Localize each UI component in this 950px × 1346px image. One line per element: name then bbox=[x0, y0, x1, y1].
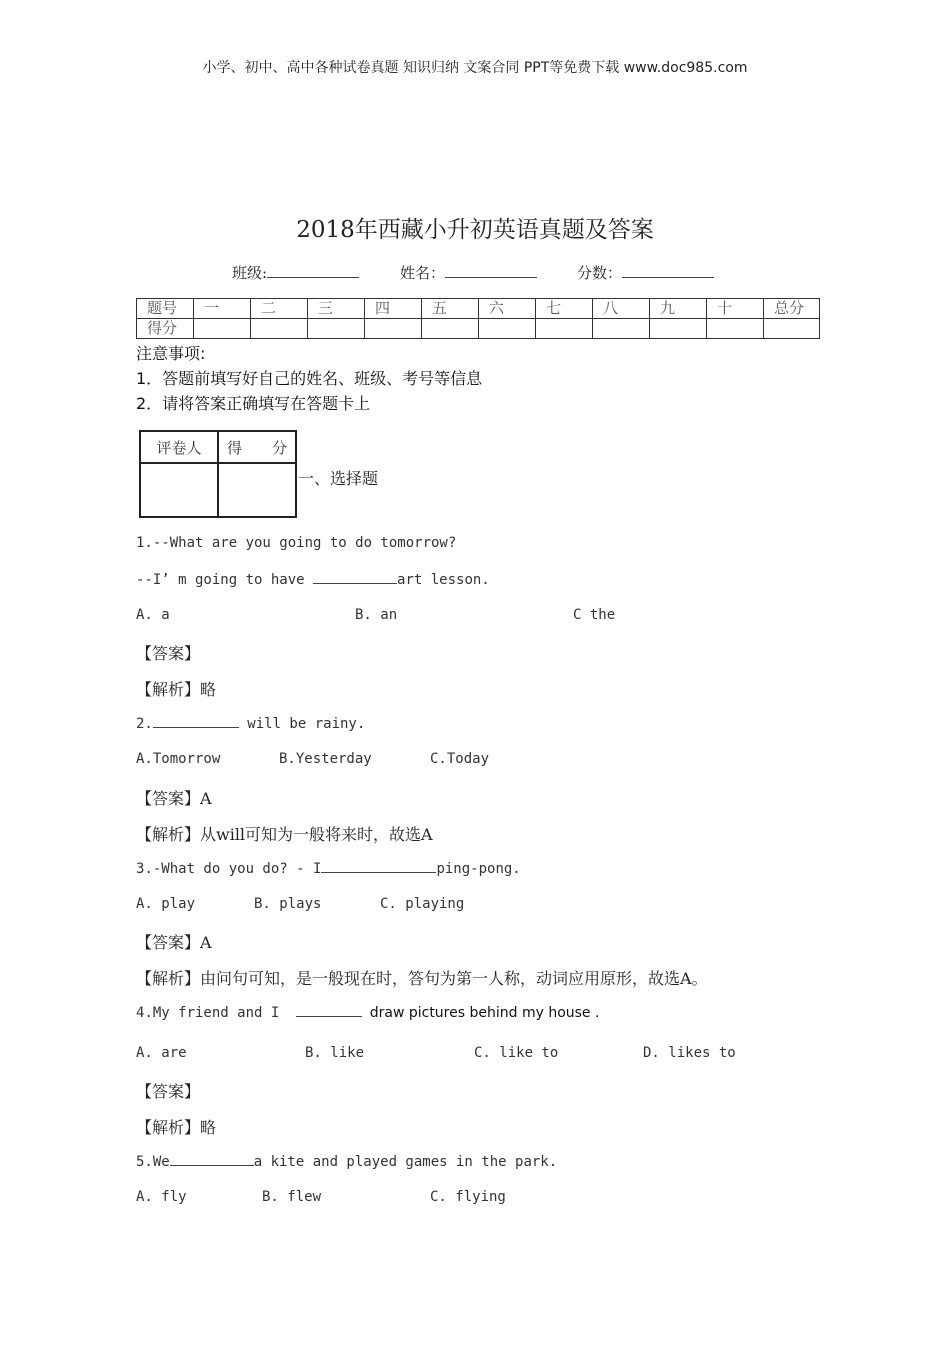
score-cell: 九 bbox=[650, 299, 707, 319]
q1-line2-tail: art lesson. bbox=[397, 572, 490, 588]
q2-answer: 【答案】A bbox=[136, 789, 212, 808]
score-cell-empty bbox=[194, 319, 251, 339]
name-label: 姓名： bbox=[400, 264, 446, 282]
notes-item-1: 1．答题前填写好自己的姓名、班级、考号等信息 bbox=[136, 369, 483, 388]
q1-option-a: A. a bbox=[136, 607, 170, 623]
class-field bbox=[232, 262, 359, 283]
q5-option-a: A. fly bbox=[136, 1189, 187, 1205]
q1-line2-text: --I’ m going to have bbox=[136, 572, 314, 588]
class-blank bbox=[267, 265, 359, 278]
site-header: 小学、初中、高中各种试卷真题 知识归纳 文案合同 PPT等免费下载 www.doc985.com bbox=[202, 60, 748, 76]
q5-blank bbox=[170, 1153, 254, 1166]
q2-blank bbox=[153, 715, 239, 728]
score-blank bbox=[622, 265, 714, 278]
q1-line2 bbox=[136, 571, 490, 588]
q3-stem-text: 3.-What do you do? - I bbox=[136, 861, 322, 877]
score-table-header-row bbox=[137, 299, 820, 319]
name-blank bbox=[445, 265, 537, 278]
score-field bbox=[577, 262, 714, 283]
score-cell-empty bbox=[479, 319, 536, 339]
grader-reviewer-cell bbox=[140, 463, 218, 517]
q3-option-c: C. playing bbox=[380, 896, 465, 912]
q4-option-b: B. like bbox=[305, 1045, 365, 1061]
notes-heading: 注意事项: bbox=[136, 344, 206, 363]
score-cell: 一 bbox=[194, 299, 251, 319]
q2-stem-tail: will be rainy. bbox=[238, 716, 366, 732]
q3-blank bbox=[321, 860, 436, 873]
q4-blank bbox=[296, 1004, 362, 1017]
q1-option-b: B. an bbox=[355, 607, 398, 623]
score-cell-empty bbox=[536, 319, 593, 339]
score-cell: 总分 bbox=[764, 299, 820, 319]
page-title: 2018年西藏小升初英语真题及答案 bbox=[296, 217, 654, 243]
q3-stem-tail: ping-pong. bbox=[436, 861, 521, 877]
score-cell-empty bbox=[422, 319, 479, 339]
score-cell: 得分 bbox=[137, 319, 194, 339]
grader-score-cell bbox=[218, 463, 296, 517]
class-label: 班级: bbox=[232, 264, 268, 282]
q3-option-b: B. plays bbox=[254, 896, 322, 912]
q4-option-d: D. likes to bbox=[643, 1045, 736, 1061]
q5-option-b: B. flew bbox=[262, 1189, 322, 1205]
q3-stem bbox=[136, 860, 521, 877]
q5-stem-tail: a kite and played games in the park. bbox=[253, 1154, 558, 1170]
q3-option-a: A. play bbox=[136, 896, 196, 912]
q2-analysis: 【解析】从will可知为一般将来时，故选A bbox=[136, 825, 433, 844]
q5-stem bbox=[136, 1153, 557, 1170]
score-label: 分数： bbox=[577, 264, 623, 282]
score-cell: 六 bbox=[479, 299, 536, 319]
score-table-score-row bbox=[137, 319, 820, 339]
grader-reviewer-label: 评卷人 bbox=[140, 431, 218, 463]
q3-answer: 【答案】A bbox=[136, 933, 212, 952]
q4-option-a: A. are bbox=[136, 1045, 187, 1061]
grader-score-label: 得 分 bbox=[218, 431, 296, 463]
q1-answer: 【答案】 bbox=[136, 644, 201, 663]
name-field bbox=[400, 262, 537, 283]
score-cell-empty bbox=[251, 319, 308, 339]
score-cell-empty bbox=[764, 319, 820, 339]
q2-option-c: C.Today bbox=[430, 751, 490, 767]
score-cell: 四 bbox=[365, 299, 422, 319]
q2-stem bbox=[136, 715, 365, 732]
q4-stem-text: 4.My friend and I bbox=[136, 1005, 288, 1021]
grader-table bbox=[139, 430, 297, 518]
score-cell-empty bbox=[593, 319, 650, 339]
q3-analysis: 【解析】由问句可知，是一般现在时，答句为第一人称，动词应用原形，故选A。 bbox=[136, 969, 708, 988]
q5-stem-text: 5.We bbox=[136, 1154, 170, 1170]
q2-stem-number: 2. bbox=[136, 716, 153, 732]
q4-analysis: 【解析】略 bbox=[136, 1118, 217, 1137]
q4-stem bbox=[136, 1004, 599, 1021]
q2-option-b: B.Yesterday bbox=[279, 751, 372, 767]
section-heading: 一、选择题 bbox=[298, 469, 379, 488]
score-cell: 题号 bbox=[137, 299, 194, 319]
q1-stem: 1.--What are you going to do tomorrow? bbox=[136, 535, 457, 551]
score-table bbox=[136, 298, 820, 339]
score-cell: 五 bbox=[422, 299, 479, 319]
q1-analysis: 【解析】略 bbox=[136, 680, 217, 699]
score-cell-empty bbox=[650, 319, 707, 339]
q1-blank bbox=[313, 571, 397, 584]
score-cell-empty bbox=[365, 319, 422, 339]
score-cell: 八 bbox=[593, 299, 650, 319]
q4-option-c: C. like to bbox=[474, 1045, 559, 1061]
q1-option-c: C the bbox=[573, 607, 616, 623]
q5-option-c: C. flying bbox=[430, 1189, 506, 1205]
score-cell-empty bbox=[707, 319, 764, 339]
score-cell: 七 bbox=[536, 299, 593, 319]
score-cell-empty bbox=[308, 319, 365, 339]
q4-answer: 【答案】 bbox=[136, 1082, 201, 1101]
score-cell: 二 bbox=[251, 299, 308, 319]
notes-item-2: 2．请将答案正确填写在答题卡上 bbox=[136, 394, 371, 413]
q4-stem-tail: draw pictures behind my house . bbox=[369, 1005, 600, 1021]
score-cell: 十 bbox=[707, 299, 764, 319]
score-cell: 三 bbox=[308, 299, 365, 319]
q2-option-a: A.Tomorrow bbox=[136, 751, 221, 767]
